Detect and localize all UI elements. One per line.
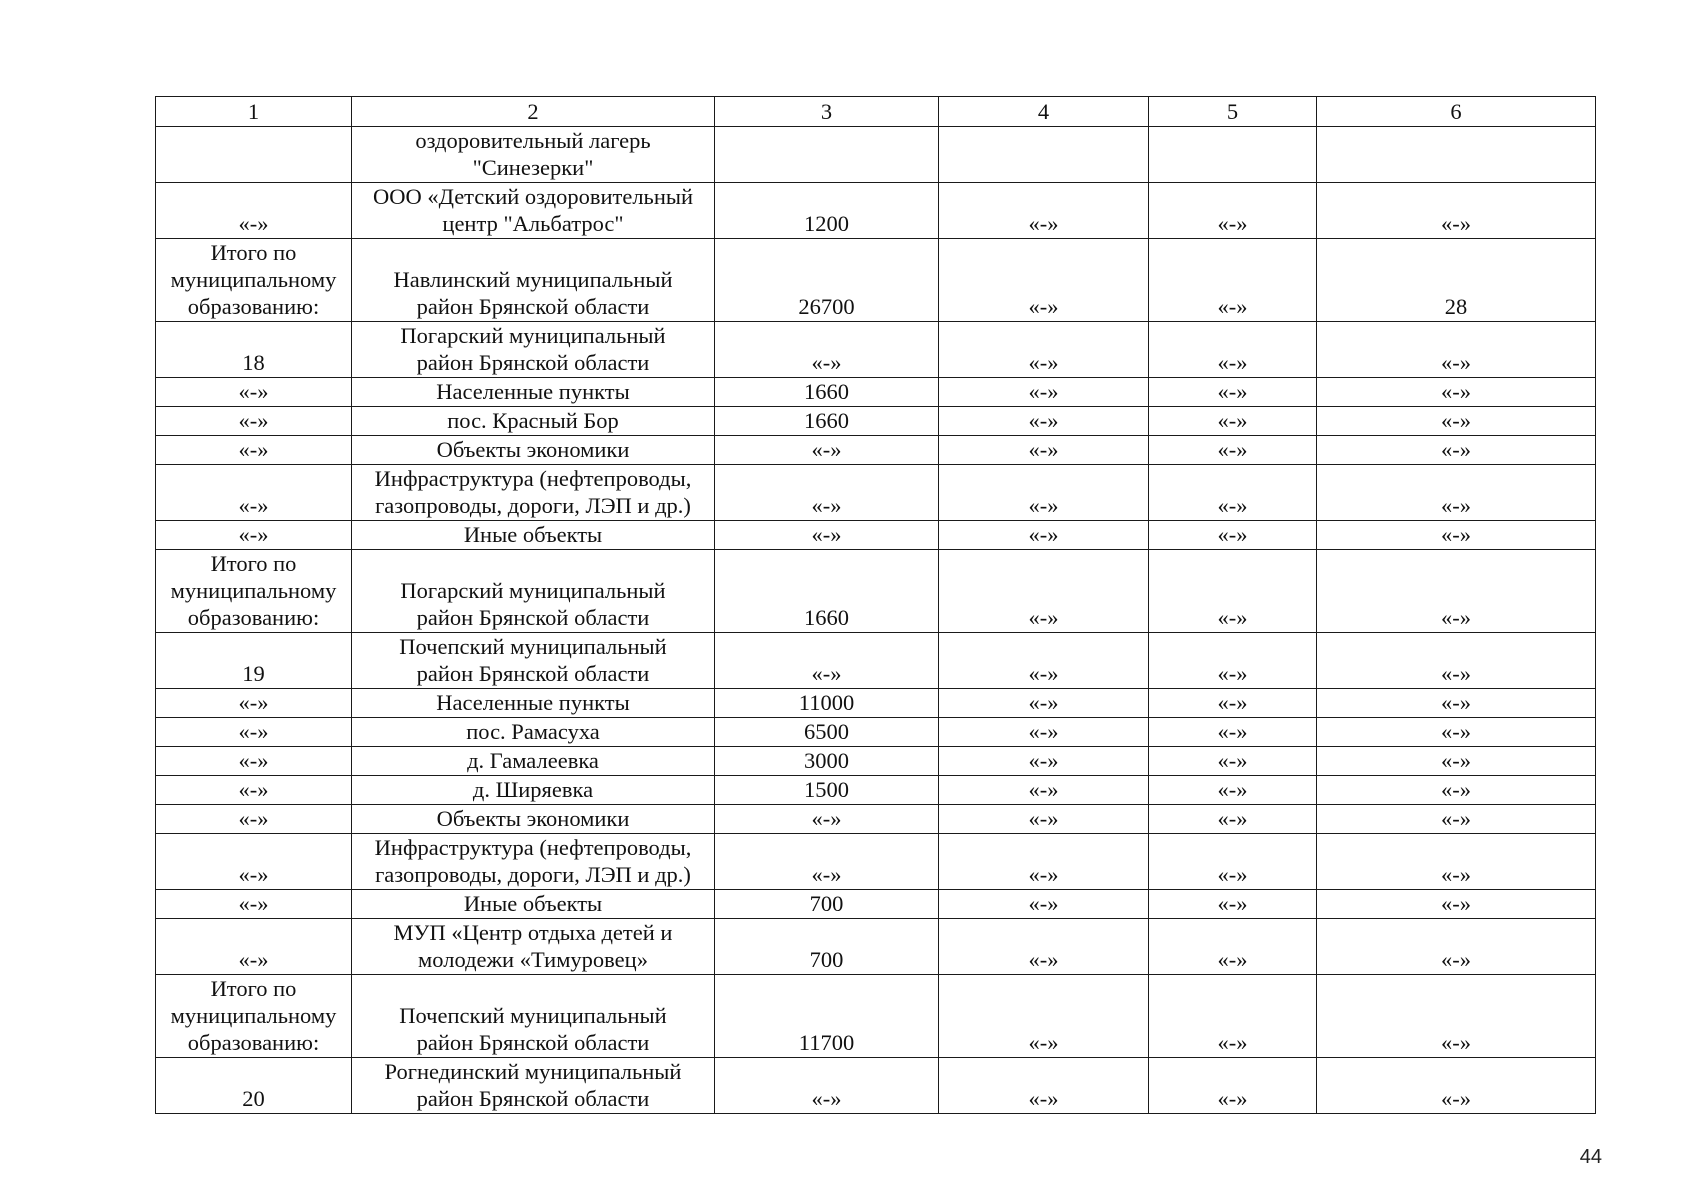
cell-item-number: «-» [156, 465, 352, 521]
cell-value-5: «-» [1149, 975, 1317, 1058]
cell-value-3: «-» [715, 1058, 939, 1114]
cell-item-number: «-» [156, 747, 352, 776]
cell-value-5: «-» [1149, 805, 1317, 834]
column-number-6: 6 [1317, 97, 1596, 127]
cell-name: д. Ширяевка [352, 776, 715, 805]
cell-item-number: 18 [156, 322, 352, 378]
cell-value-6: «-» [1317, 747, 1596, 776]
cell-name: Навлинский муниципальный район Брянской области [352, 239, 715, 322]
cell-item-number: «-» [156, 183, 352, 239]
cell-name: ООО «Детский оздоровительный центр "Альбатрос" [352, 183, 715, 239]
table-row [156, 550, 1596, 633]
cell-value-6: «-» [1317, 633, 1596, 689]
cell-value-4: «-» [939, 689, 1149, 718]
cell-name: Населенные пункты [352, 378, 715, 407]
cell-item-number: «-» [156, 378, 352, 407]
cell-value-6: «-» [1317, 407, 1596, 436]
cell-item-number: 19 [156, 633, 352, 689]
cell-value-6: «-» [1317, 919, 1596, 975]
cell-item-number: «-» [156, 689, 352, 718]
cell-name: Объекты экономики [352, 805, 715, 834]
cell-name: пос. Рамасуха [352, 718, 715, 747]
cell-value-3: 11700 [715, 975, 939, 1058]
cell-name: Погарский муниципальный район Брянской области [352, 322, 715, 378]
cell-value-4: «-» [939, 378, 1149, 407]
cell-value-5: «-» [1149, 407, 1317, 436]
cell-item-number: Итого по муниципальному образованию: [156, 239, 352, 322]
cell-value-5: «-» [1149, 465, 1317, 521]
cell-value-3: 1660 [715, 378, 939, 407]
cell-value-6: «-» [1317, 183, 1596, 239]
table-row [156, 975, 1596, 1058]
cell-value-4: «-» [939, 919, 1149, 975]
cell-value-6: «-» [1317, 465, 1596, 521]
cell-name: Почепский муниципальный район Брянской области [352, 975, 715, 1058]
cell-value-3: 700 [715, 919, 939, 975]
cell-value-4: «-» [939, 890, 1149, 919]
cell-name: Инфраструктура (нефтепроводы, газопроводы, дороги, ЛЭП и др.) [352, 465, 715, 521]
cell-value-5: «-» [1149, 322, 1317, 378]
column-number-1: 1 [156, 97, 352, 127]
cell-value-3: «-» [715, 521, 939, 550]
cell-value-4: «-» [939, 633, 1149, 689]
cell-value-5: «-» [1149, 1058, 1317, 1114]
cell-value-4: «-» [939, 718, 1149, 747]
column-number-5: 5 [1149, 97, 1317, 127]
cell-value-6: «-» [1317, 689, 1596, 718]
cell-value-6: «-» [1317, 1058, 1596, 1114]
cell-item-number: Итого по муниципальному образованию: [156, 975, 352, 1058]
table-row [156, 805, 1596, 834]
cell-value-3: «-» [715, 322, 939, 378]
cell-name: Иные объекты [352, 521, 715, 550]
cell-name: Почепский муниципальный район Брянской области [352, 633, 715, 689]
cell-value-5: «-» [1149, 436, 1317, 465]
cell-value-6: «-» [1317, 718, 1596, 747]
table-row [156, 183, 1596, 239]
cell-value-4: «-» [939, 183, 1149, 239]
cell-name: Рогнединский муниципальный район Брянской области [352, 1058, 715, 1114]
cell-value-6: «-» [1317, 890, 1596, 919]
cell-name: оздоровительный лагерь "Синезерки" [352, 127, 715, 183]
table-row [156, 919, 1596, 975]
table-body [156, 97, 1596, 1114]
cell-value-4 [939, 127, 1149, 183]
cell-value-5: «-» [1149, 633, 1317, 689]
cell-value-3: 26700 [715, 239, 939, 322]
cell-item-number: 20 [156, 1058, 352, 1114]
cell-value-3: «-» [715, 805, 939, 834]
cell-value-3: «-» [715, 436, 939, 465]
table-row [156, 407, 1596, 436]
cell-item-number: Итого по муниципальному образованию: [156, 550, 352, 633]
cell-value-6: «-» [1317, 378, 1596, 407]
cell-value-4: «-» [939, 465, 1149, 521]
cell-value-4: «-» [939, 805, 1149, 834]
cell-value-6: «-» [1317, 805, 1596, 834]
cell-name: МУП «Центр отдыха детей и молодежи «Тимуровец» [352, 919, 715, 975]
table-header-row [156, 97, 1596, 127]
column-number-3: 3 [715, 97, 939, 127]
cell-value-6: «-» [1317, 322, 1596, 378]
cell-name: Иные объекты [352, 890, 715, 919]
cell-value-5: «-» [1149, 747, 1317, 776]
cell-name: Объекты экономики [352, 436, 715, 465]
cell-value-6: «-» [1317, 975, 1596, 1058]
cell-item-number: «-» [156, 521, 352, 550]
cell-item-number: «-» [156, 718, 352, 747]
cell-value-6 [1317, 127, 1596, 183]
cell-value-5: «-» [1149, 239, 1317, 322]
cell-value-6: «-» [1317, 834, 1596, 890]
cell-value-5: «-» [1149, 718, 1317, 747]
cell-value-3 [715, 127, 939, 183]
cell-value-5: «-» [1149, 776, 1317, 805]
table-row [156, 436, 1596, 465]
cell-value-3: 1660 [715, 407, 939, 436]
table-row [156, 465, 1596, 521]
cell-value-3: 700 [715, 890, 939, 919]
cell-value-4: «-» [939, 975, 1149, 1058]
table-row [156, 378, 1596, 407]
table-row [156, 834, 1596, 890]
cell-value-3: 6500 [715, 718, 939, 747]
cell-value-4: «-» [939, 776, 1149, 805]
cell-value-5: «-» [1149, 378, 1317, 407]
cell-item-number: «-» [156, 436, 352, 465]
cell-name: пос. Красный Бор [352, 407, 715, 436]
cell-value-4: «-» [939, 521, 1149, 550]
cell-item-number [156, 127, 352, 183]
cell-value-6: «-» [1317, 436, 1596, 465]
cell-value-4: «-» [939, 407, 1149, 436]
cell-name: Населенные пункты [352, 689, 715, 718]
cell-item-number: «-» [156, 890, 352, 919]
cell-value-4: «-» [939, 436, 1149, 465]
data-table [155, 96, 1596, 1114]
table-row [156, 239, 1596, 322]
cell-value-3: 1500 [715, 776, 939, 805]
cell-name: д. Гамалеевка [352, 747, 715, 776]
table-row [156, 322, 1596, 378]
table-row [156, 689, 1596, 718]
cell-value-4: «-» [939, 1058, 1149, 1114]
cell-item-number: «-» [156, 834, 352, 890]
column-number-2: 2 [352, 97, 715, 127]
cell-value-4: «-» [939, 834, 1149, 890]
cell-value-5: «-» [1149, 183, 1317, 239]
cell-value-6: «-» [1317, 521, 1596, 550]
cell-value-5: «-» [1149, 521, 1317, 550]
cell-value-6: 28 [1317, 239, 1596, 322]
cell-value-4: «-» [939, 747, 1149, 776]
table-row [156, 521, 1596, 550]
table-row [156, 633, 1596, 689]
cell-value-3: «-» [715, 834, 939, 890]
cell-item-number: «-» [156, 407, 352, 436]
cell-item-number: «-» [156, 805, 352, 834]
cell-item-number: «-» [156, 776, 352, 805]
cell-value-5: «-» [1149, 919, 1317, 975]
cell-value-3: 11000 [715, 689, 939, 718]
table-row [156, 890, 1596, 919]
table-row [156, 127, 1596, 183]
cell-value-4: «-» [939, 239, 1149, 322]
table-row [156, 747, 1596, 776]
page-number: 44 [1579, 1146, 1602, 1168]
cell-value-4: «-» [939, 322, 1149, 378]
cell-item-number: «-» [156, 919, 352, 975]
cell-value-3: 1660 [715, 550, 939, 633]
column-number-4: 4 [939, 97, 1149, 127]
cell-value-3: 3000 [715, 747, 939, 776]
cell-value-3: 1200 [715, 183, 939, 239]
cell-value-5 [1149, 127, 1317, 183]
cell-name: Погарский муниципальный район Брянской области [352, 550, 715, 633]
table-row [156, 1058, 1596, 1114]
cell-value-5: «-» [1149, 890, 1317, 919]
table-row [156, 776, 1596, 805]
cell-value-6: «-» [1317, 776, 1596, 805]
cell-value-6: «-» [1317, 550, 1596, 633]
cell-name: Инфраструктура (нефтепроводы, газопроводы, дороги, ЛЭП и др.) [352, 834, 715, 890]
table-row [156, 718, 1596, 747]
cell-value-3: «-» [715, 465, 939, 521]
cell-value-5: «-» [1149, 834, 1317, 890]
cell-value-5: «-» [1149, 689, 1317, 718]
cell-value-5: «-» [1149, 550, 1317, 633]
cell-value-4: «-» [939, 550, 1149, 633]
cell-value-3: «-» [715, 633, 939, 689]
